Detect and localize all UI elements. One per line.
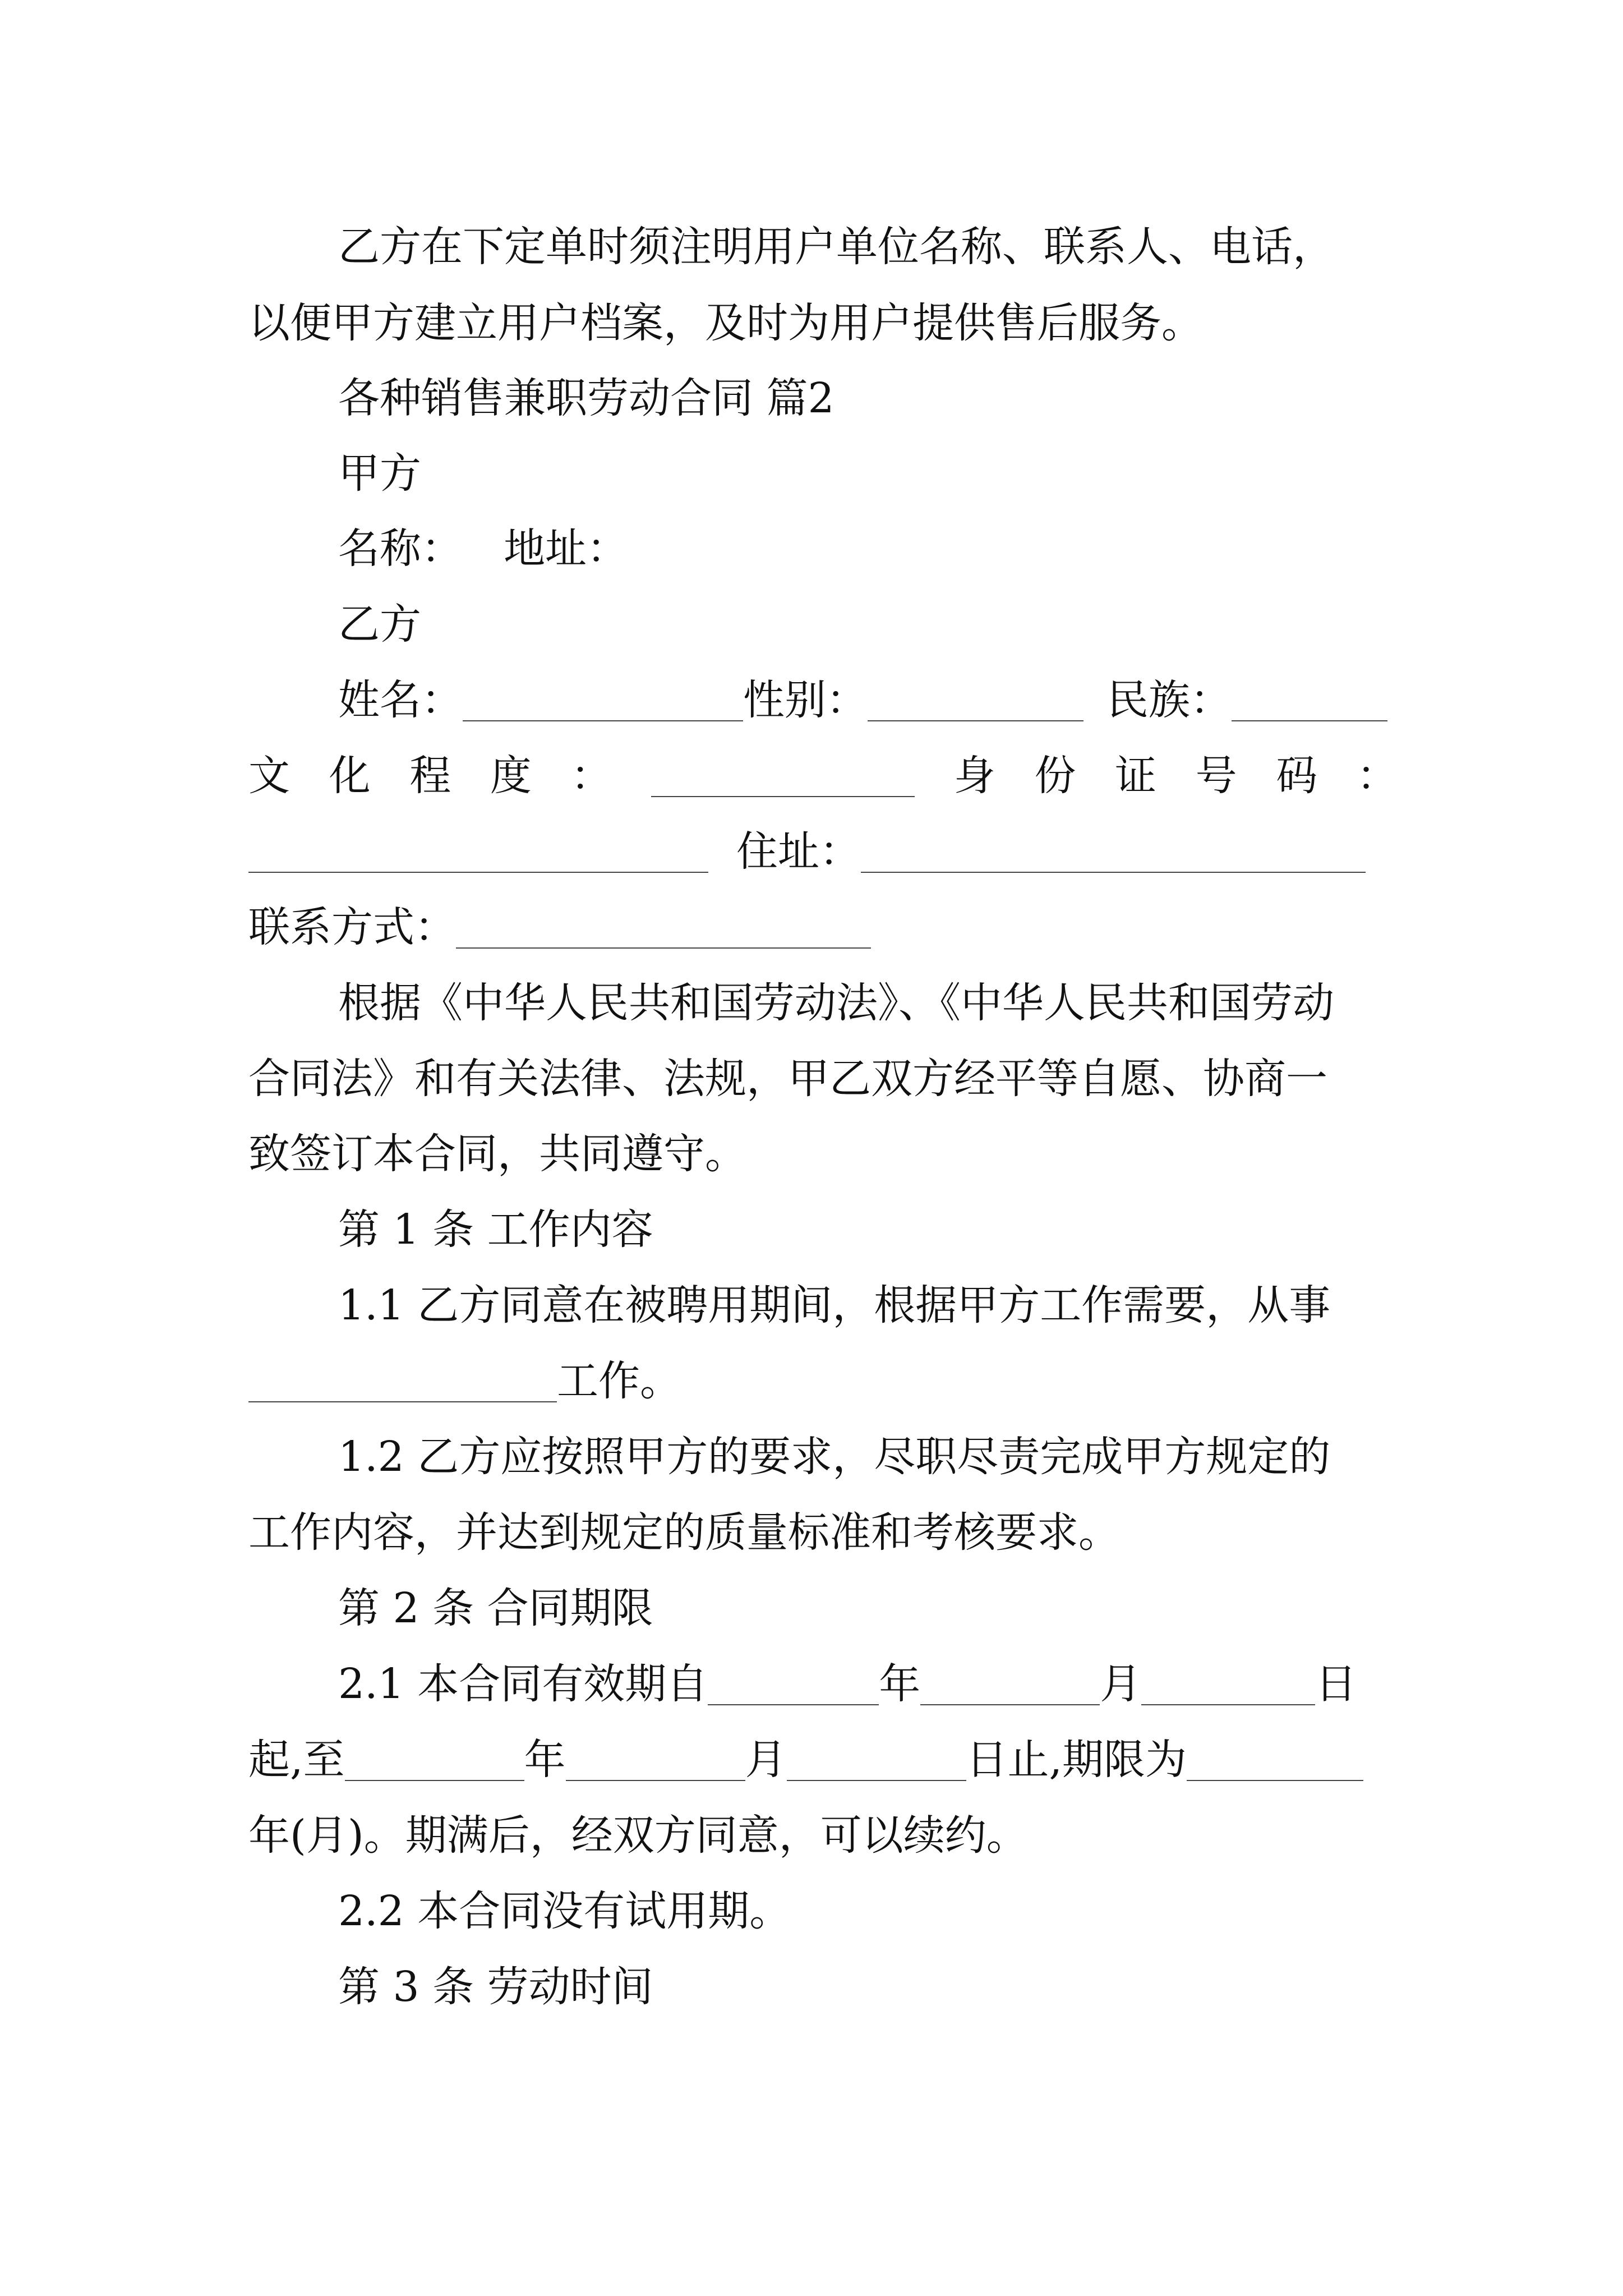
name-label: 名称：	[338, 524, 463, 573]
paragraph-line: 2.2 本合同没有试用期。	[338, 1887, 791, 1935]
paragraph-line: 以便甲方建立用户档案，及时为用户提供售后服务。	[248, 299, 1203, 347]
edu-char: 化	[329, 752, 371, 800]
paragraph-line: 乙方在下定单时须注明用户单位名称、联系人、电话，	[338, 223, 1334, 271]
paragraph-line	[248, 1653, 1398, 1715]
paragraph-line: 1.1 乙方同意在被聘用期间，根据甲方工作需要，从事	[338, 1281, 1331, 1329]
id-char: 码	[1276, 752, 1318, 800]
party-b-row1	[248, 669, 1398, 731]
id-char: 份	[1034, 752, 1076, 800]
paragraph-line: 根据《中华人民共和国劳动法》、《中华人民共和国劳动	[338, 979, 1334, 1027]
term-line2-mid: 日止,期限为	[966, 1736, 1187, 1784]
article-title: 第 3 条 劳动时间	[338, 1963, 653, 2011]
paragraph-line: 致签订本合同，共同遵守。	[248, 1130, 746, 1178]
month-label: 月	[1100, 1660, 1142, 1708]
b-name-label: 姓名：	[338, 676, 463, 724]
b-gender-label: 性别：	[743, 676, 868, 724]
b-residence-blank[interactable]	[861, 830, 1366, 873]
start-month-blank[interactable]	[920, 1663, 1100, 1705]
duration-blank[interactable]	[1187, 1738, 1363, 1781]
party-b-row4	[248, 896, 1398, 958]
end-day-blank[interactable]	[787, 1738, 966, 1781]
b-id-blank[interactable]	[248, 830, 708, 873]
year-label: 年	[879, 1660, 921, 1708]
year-label: 年	[524, 1736, 566, 1784]
b-name-blank[interactable]	[463, 679, 743, 721]
edu-char: 文	[248, 752, 290, 800]
id-char: 号	[1195, 752, 1237, 800]
start-day-blank[interactable]	[1141, 1663, 1315, 1705]
section-title: 各种销售兼职劳动合同 篇2	[338, 374, 834, 422]
edu-char: 度	[490, 752, 532, 800]
edu-char: 程	[409, 752, 451, 800]
term-prefix: 2.1 本合同有效期自	[338, 1660, 708, 1708]
paragraph-line: 1.2 乙方应按照甲方的要求，尽职尽责完成甲方规定的	[338, 1433, 1331, 1481]
end-month-blank[interactable]	[566, 1738, 745, 1781]
id-char: ：	[1356, 752, 1398, 800]
b-education-blank[interactable]	[651, 754, 915, 797]
party-b-row3	[248, 821, 1398, 882]
paragraph-line	[248, 1729, 1398, 1791]
party-a-fields	[248, 518, 1398, 579]
b-gender-blank[interactable]	[868, 679, 1083, 721]
article-title: 第 1 条 工作内容	[338, 1205, 653, 1254]
b-ethnicity-blank[interactable]	[1232, 679, 1387, 721]
day-label: 日	[1315, 1660, 1357, 1708]
address-label: 地址：	[504, 524, 629, 573]
b-residence-label: 住址：	[736, 827, 861, 876]
paragraph-line: 工作内容，并达到规定的质量标准和考核要求。	[248, 1508, 1120, 1557]
paragraph-line: 合同法》和有关法律、法规，甲乙双方经平等自愿、协商一	[248, 1055, 1327, 1103]
paragraph-line	[248, 1350, 1398, 1412]
article-title: 第 2 条 合同期限	[338, 1584, 653, 1632]
id-char: 身	[953, 752, 995, 800]
paragraph-line: 年(月)。期满后，经双方同意，可以续约。	[248, 1811, 1028, 1860]
party-a-heading: 甲方	[338, 449, 421, 498]
month-label: 月	[745, 1736, 787, 1784]
b-contact-label: 联系方式：	[248, 903, 456, 951]
start-year-blank[interactable]	[708, 1663, 879, 1705]
work-suffix: 工作。	[557, 1357, 681, 1405]
work-blank[interactable]	[248, 1360, 557, 1402]
id-char: 证	[1115, 752, 1156, 800]
party-b-row2	[248, 745, 1398, 807]
term-line2-prefix: 起,至	[248, 1736, 345, 1784]
b-contact-blank[interactable]	[456, 906, 871, 949]
end-year-blank[interactable]	[345, 1738, 524, 1781]
party-b-heading: 乙方	[338, 600, 421, 648]
b-ethnicity-label: 民族：	[1107, 676, 1232, 724]
document-page	[248, 0, 1398, 2296]
edu-char: ：	[570, 752, 612, 800]
